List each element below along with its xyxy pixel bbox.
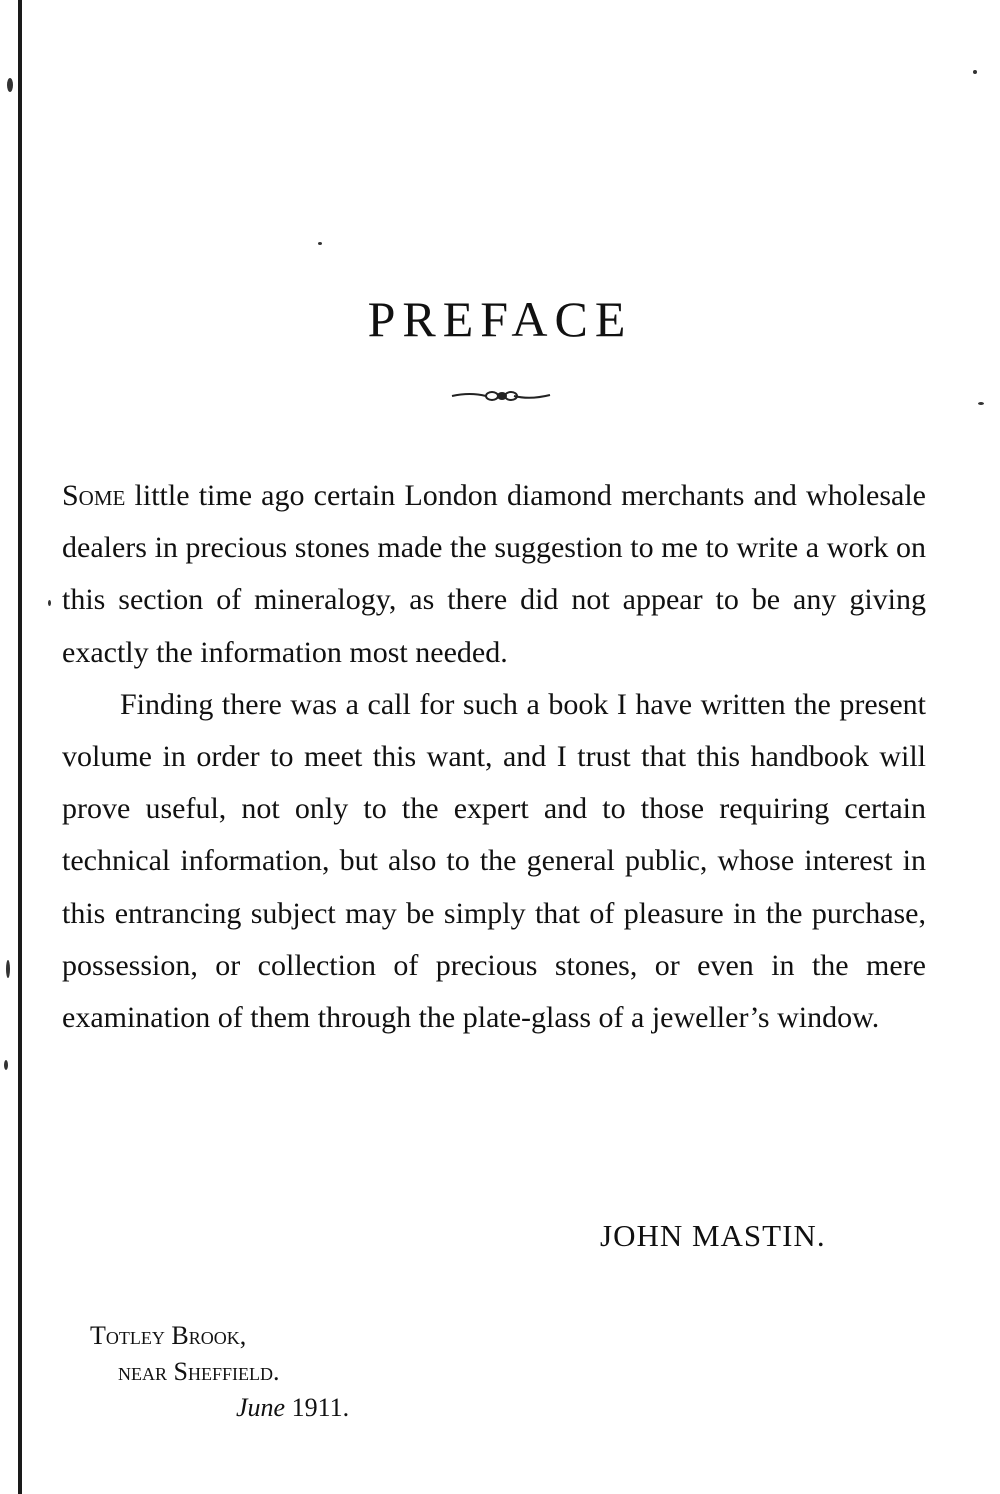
date-month: June <box>236 1393 286 1422</box>
scan-speck <box>978 402 984 405</box>
binding-edge <box>18 0 22 1494</box>
paragraph-2 <box>62 679 926 1044</box>
address-line-town: near Sheffield. <box>118 1357 280 1386</box>
scan-speck <box>7 78 13 92</box>
scan-speck <box>4 1060 8 1070</box>
paragraph-1 <box>62 470 926 679</box>
paragraph-text: Finding there was a call for such a book I have written the present volume in order to meet this want, and I trust that this handbook will prove useful, not only to the expert and to those requiring certain technical information, but also to the general public, whose interest in this entrancing subject may be simply that of pleasure in the purchase, possession, or collection of precious stones, or even in the mere examination of them through the plate-glass of a jeweller’s window. <box>62 687 926 1035</box>
author-signature: JOHN MASTIN. <box>600 1218 826 1253</box>
scan-speck <box>318 242 322 245</box>
preface-body <box>62 470 926 1044</box>
scan-speck <box>973 70 977 74</box>
address-date <box>90 1390 349 1426</box>
paragraph-text: little time ago certain London diamond merchants and wholesale dealers in precious stones made the suggestion to me to write a work on this section of mineralogy, as there did not appear to be any giving exactly the information most needed. <box>62 479 926 669</box>
scan-speck <box>48 600 51 606</box>
address-line-place: Totley Brook, <box>90 1321 247 1350</box>
scan-speck <box>6 960 10 978</box>
ornamental-rule-icon <box>440 384 560 408</box>
date-year: 1911. <box>285 1393 350 1422</box>
page-title: PREFACE <box>367 291 633 347</box>
paragraph-lead-word: Some <box>62 479 126 512</box>
address-block <box>90 1318 349 1426</box>
